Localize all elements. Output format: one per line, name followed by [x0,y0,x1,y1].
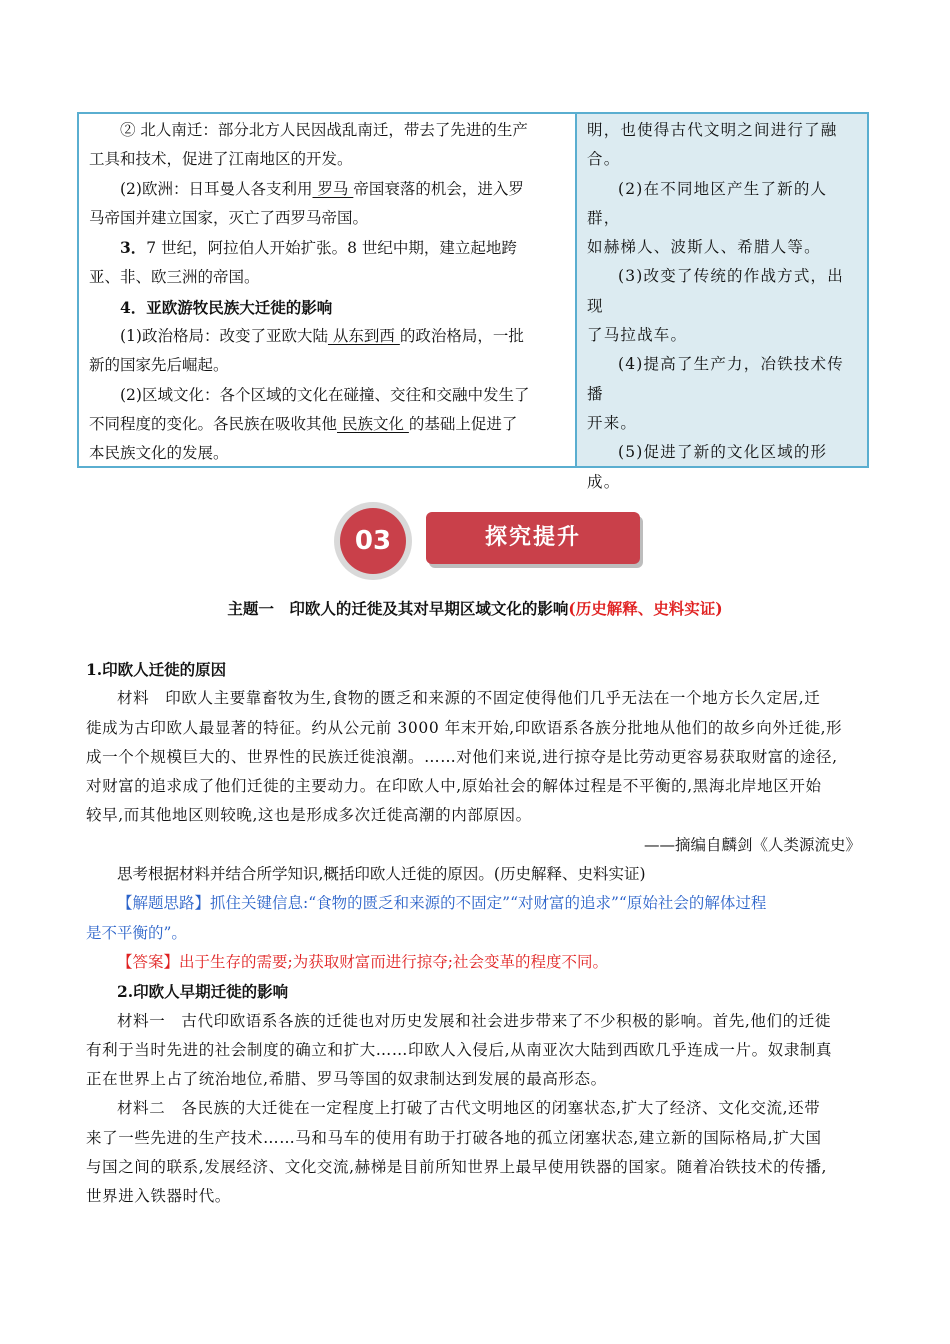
table-line: (5)促进了新的文化区域的形成。 [587,443,828,491]
section-heading: 2.印欧人早期迁徙的影响 [117,982,289,1002]
table-line: 开来。 [587,413,638,432]
material-line: 徙成为古印欧人最显著的特征。约从公元前 3000 年末开始,印欧语系各族分批地从他们的故乡向外迁徙,形 [86,718,843,737]
section-heading: 1.印欧人迁徙的原因 [86,660,227,679]
material-line: 材料一 古代印欧语系各族的迁徙也对历史发展和社会进步带来了不少积极的影响。首先,他们的迁徙 [117,1011,831,1030]
content-body [86,655,865,1212]
badge-circle [334,502,412,580]
material-line: 正在世界上占了统治地位,希腊、罗马等国的奴隶制达到发展的最高形态。 [86,1070,607,1089]
topic-tag: (历史解释、史料实证) [568,599,723,618]
table-line: 工具和技术，促进了江南地区的开发。 [89,150,353,169]
badge-title: 探究提升 [426,512,640,564]
section-badge [334,502,644,582]
table-subheading: 4．亚欧游牧民族大迁徙的影响 [120,297,333,317]
table-line: 3．7 世纪，阿拉伯人开始扩张。8 世纪中期，建立起地跨 [120,238,517,258]
table-line: 本民族文化的发展。 [89,444,229,463]
summary-table [77,112,869,491]
material-line: 与国之间的联系,发展经济、文化交流,赫梯是目前所知世界上最早使用铁器的国家。随着冶铁技术的传播, [86,1158,828,1177]
hint-line: 是不平衡的”。 [86,923,187,942]
table-line: ② 北人南迁：部分北方人民因战乱南迁，带去了先进的生产 [120,121,528,139]
hint-line: 【解题思路】抓住关键信息:“食物的匮乏和来源的不固定”“对财富的追求”“原始社会的解体过程 [117,894,767,913]
table-right-column [577,114,867,491]
table-line: 明，也使得古代文明之间进行了融 [587,121,838,139]
material-line: 世界进入铁器时代。 [86,1187,231,1206]
table-line: (2)区域文化：各个区域的文化在碰撞、交往和交融中发生了 [120,385,530,404]
question-text: 思考根据材料并结合所学知识,概括印欧人迁徙的原因。(历史解释、史料实证) [117,865,646,884]
material-line: 材料二 各民族的大迁徙在一定程度上打破了古代文明地区的闭塞状态,扩大了经济、文化交流,还带 [117,1099,821,1118]
table-line: (2)欧洲：日耳曼人各支利用 罗马 帝国衰落的机会，进入罗 [120,179,524,198]
table-left-column [79,114,577,466]
table-line: (1)政治格局：改变了亚欧大陆 从东到西 的政治格局，一批 [120,327,524,346]
table-line: 亚、非、欧三洲的帝国。 [89,268,260,287]
table-line: 如赫梯人、波斯人、希腊人等。 [587,238,821,257]
material-line: 有利于当时先进的社会制度的确立和扩大……印欧人入侵后,从南亚次大陆到西欧几乎连成一片。奴隶制真 [86,1040,833,1059]
material-line: 成一个个规模巨大的、世界性的民族迁徙浪潮。……对他们来说,进行掠夺是比劳动更容易获取财富的途径, [86,747,838,766]
table-line: 不同程度的变化。各民族在吸收其他 民族文化 的基础上促进了 [89,414,518,433]
table-line: (3)改变了传统的作战方式，出现 [587,267,844,315]
material-line: 来了一些先进的生产技术……马和马车的使用有助于打破各地的孤立闭塞状态,建立新的国际格局,扩大国 [86,1128,822,1147]
material-line: 较早,而其他地区则较晚,这也是形成多次迁徙高潮的内部原因。 [86,806,532,825]
table-line: (4)提高了生产力，冶铁技术传播 [587,355,844,403]
answer-text: 【答案】出于生存的需要;为获取财富而进行掠夺;社会变革的程度不同。 [117,952,608,971]
topic-heading: 主题一 印欧人的迁徙及其对早期区域文化的影响(历史解释、史料实证) [227,599,723,618]
material-line: 对财富的追求成了他们迁徙的主要动力。在印欧人中,原始社会的解体过程是不平衡的,黑海北岸地区开始 [86,777,822,796]
material-source: ——摘编自麟剑《人类源流史》 [643,835,861,854]
table-line: 了马拉战车。 [587,326,688,345]
table-line: (2)在不同地区产生了新的人群， [587,179,828,227]
table-line: 马帝国并建立国家，灭亡了西罗马帝国。 [89,208,369,227]
table-line: 合。 [587,150,621,169]
material-line: 材料 印欧人主要靠畜牧为生,食物的匮乏和来源的不固定使得他们几乎无法在一个地方长久定居,迁 [117,689,821,708]
table-line: 新的国家先后崛起。 [89,356,229,375]
badge-number: 03 [340,508,406,574]
